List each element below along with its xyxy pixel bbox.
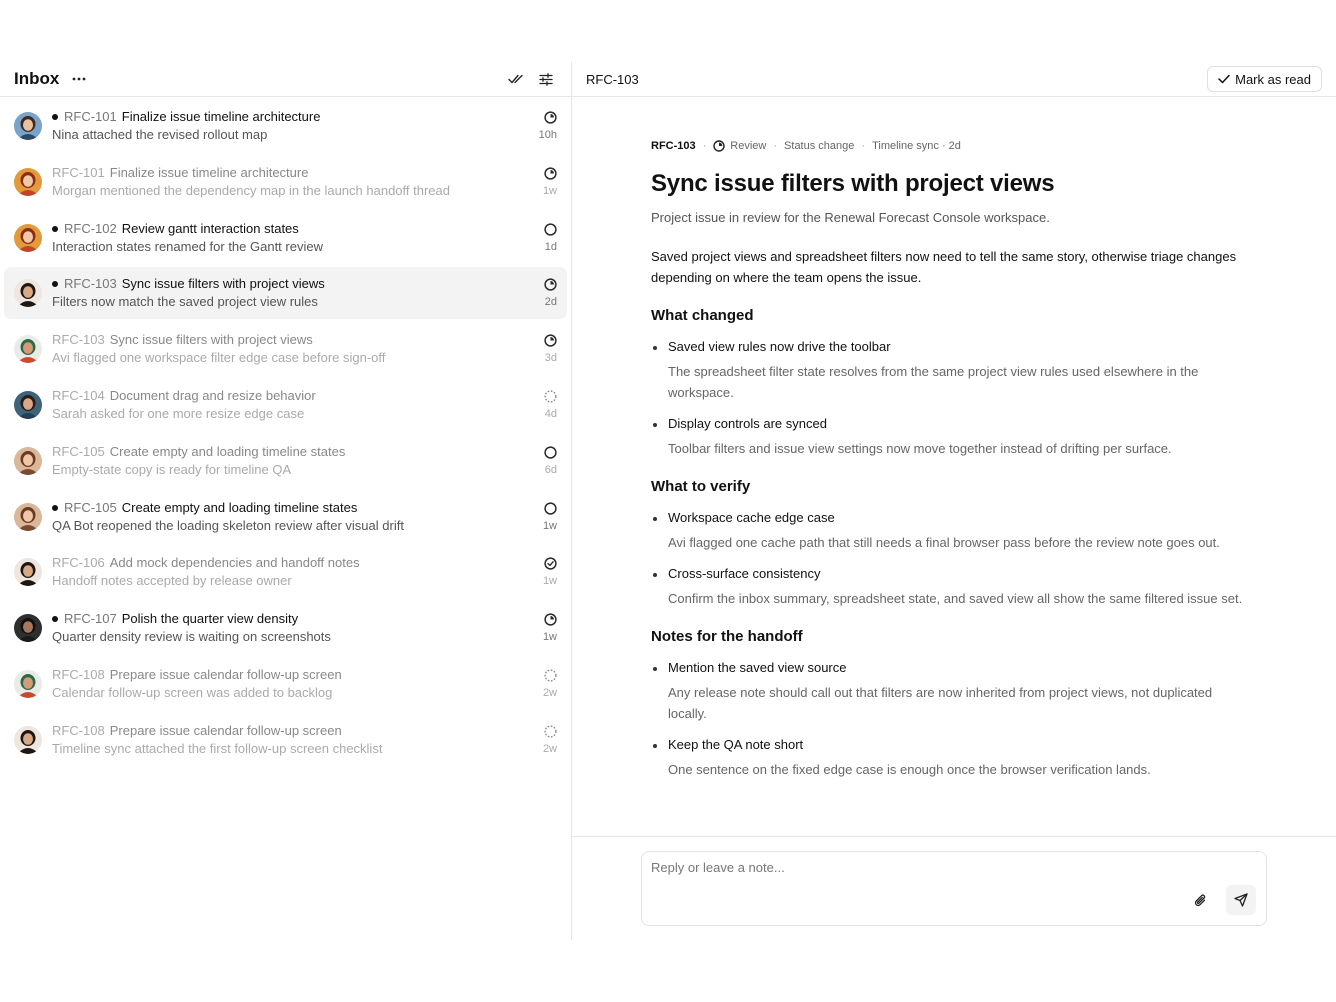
inbox-item-time: 4d (544, 407, 557, 420)
inbox-item-subtitle: Quarter density review is waiting on screenshots (52, 629, 331, 645)
todo-status-icon (544, 446, 557, 459)
inbox-item-issue-id: RFC-105 (64, 499, 117, 515)
backlog-status-icon (544, 725, 557, 738)
done-status-icon (544, 557, 557, 570)
unread-dot (52, 226, 58, 232)
inbox-item[interactable] (4, 658, 567, 710)
meta-status[interactable] (713, 140, 766, 152)
issue-content (651, 138, 1251, 780)
inbox-item[interactable] (4, 379, 567, 431)
inbox-item[interactable] (4, 100, 567, 152)
bullet-dot (653, 423, 657, 427)
avatar (14, 168, 42, 196)
avatar (14, 279, 42, 307)
bullet-title: Mention the saved view source (668, 660, 847, 675)
issue-section (651, 306, 1251, 459)
todo-status-icon (544, 223, 557, 236)
inbox-item-subtitle: Empty-state copy is ready for timeline QA (52, 461, 292, 477)
inbox-item-title: Prepare issue calendar follow-up screen (109, 666, 342, 682)
inbox-item-title: Create empty and loading timeline states (121, 499, 358, 515)
bullet-body: Avi flagged one cache path that still needs a final browser pass before the review note goes out. (668, 535, 1220, 550)
inbox-item-title: Sync issue filters with project views (121, 276, 325, 292)
inbox-item-subtitle: Filters now match the saved project view rules (52, 294, 318, 310)
issue-section (651, 627, 1251, 780)
backlog-status-icon (544, 669, 557, 682)
inbox-item-subtitle: Sarah asked for one more resize edge case (52, 405, 305, 421)
in-progress-status-icon (544, 334, 557, 347)
inbox-item-title: Document drag and resize behavior (109, 387, 316, 403)
inbox-item[interactable] (4, 602, 567, 654)
inbox-item-issue-id: RFC-104 (52, 387, 105, 403)
in-progress-status-icon (544, 613, 557, 626)
paperclip-icon[interactable] (1190, 890, 1212, 912)
backlog-status-icon (544, 390, 557, 403)
detail-issue-id: RFC-103 (586, 71, 639, 87)
bullet-item (651, 510, 1251, 553)
inbox-list (0, 97, 571, 770)
avatar (14, 391, 42, 419)
reply-input[interactable] (651, 860, 1151, 875)
issue-summary: Project issue in review for the Renewal Forecast Console workspace. (651, 210, 1050, 225)
reply-box (641, 851, 1267, 926)
inbox-item-issue-id: RFC-103 (64, 276, 117, 292)
bullet-item (651, 660, 1251, 724)
avatar (14, 335, 42, 363)
bullet-dot (653, 667, 657, 671)
inbox-item-issue-id: RFC-108 (52, 722, 105, 738)
avatar (14, 224, 42, 252)
inbox-panel (0, 62, 572, 940)
inbox-item-time: 2w (542, 686, 557, 699)
bullet-item (651, 566, 1251, 609)
avatar (14, 112, 42, 140)
mark-as-read-label: Mark as read (1235, 71, 1311, 87)
bullet-body: The spreadsheet filter state resolves from the same project view rules used elsewhere in the workspace. (668, 364, 1199, 400)
bullet-item (651, 339, 1251, 403)
inbox-item-issue-id: RFC-108 (52, 666, 105, 682)
inbox-item-issue-id: RFC-107 (64, 611, 117, 627)
avatar (14, 670, 42, 698)
inbox-item[interactable] (4, 212, 567, 264)
in-progress-status-icon (544, 167, 557, 180)
inbox-item-time: 1w (542, 631, 557, 644)
todo-status-icon (544, 502, 557, 515)
inbox-item-title: Finalize issue timeline architecture (109, 164, 309, 180)
in-progress-status-icon (544, 111, 557, 124)
inbox-item-time: 6d (544, 463, 557, 476)
bullet-dot (653, 744, 657, 748)
inbox-item-time: 1w (542, 184, 557, 197)
inbox-item-subtitle: Avi flagged one workspace filter edge case before sign-off (52, 350, 386, 366)
inbox-item-issue-id: RFC-103 (52, 332, 105, 348)
inbox-item-subtitle: Handoff notes accepted by release owner (52, 573, 292, 589)
bullet-dot (653, 517, 657, 521)
inbox-item-title: Polish the quarter view density (121, 611, 299, 627)
issue-section (651, 477, 1251, 609)
mark-all-read-icon[interactable] (504, 68, 526, 90)
inbox-item-title: Add mock dependencies and handoff notes (109, 555, 360, 571)
inbox-item-issue-id: RFC-101 (52, 164, 105, 180)
inbox-item-time: 1w (542, 575, 557, 588)
bullet-title: Cross-surface consistency (668, 566, 821, 581)
inbox-item-subtitle: Interaction states renamed for the Gantt review (52, 238, 323, 254)
meta-source: Timeline sync · 2d (872, 140, 961, 152)
inbox-item-title: Finalize issue timeline architecture (121, 109, 321, 124)
bullet-item (651, 416, 1251, 459)
inbox-item-time: 3d (544, 352, 557, 365)
avatar (14, 726, 42, 754)
unread-dot (52, 616, 58, 622)
inbox-header (0, 62, 571, 97)
send-icon (1234, 893, 1248, 907)
inbox-title: Inbox (14, 69, 60, 88)
inbox-item-title: Prepare issue calendar follow-up screen (109, 722, 342, 738)
inbox-item-title: Review gantt interaction states (121, 220, 299, 236)
inbox-item[interactable] (4, 156, 567, 208)
mark-as-read-button[interactable] (1207, 66, 1322, 92)
inbox-item-time: 10h (538, 129, 557, 141)
inbox-item-issue-id: RFC-101 (64, 109, 117, 124)
bullet-body: Any release note should call out that filters are now inherited from project views, not duplicated locally. (668, 685, 1213, 721)
inbox-item[interactable] (4, 435, 567, 487)
bullet-title: Keep the QA note short (668, 737, 804, 752)
section-heading: What to verify (651, 478, 751, 495)
inbox-item-subtitle: QA Bot reopened the loading skeleton review after visual drift (52, 517, 404, 533)
section-heading: Notes for the handoff (651, 628, 803, 645)
send-button[interactable] (1226, 885, 1256, 915)
avatar (14, 503, 42, 531)
detail-header (572, 62, 1336, 97)
bullet-dot (653, 573, 657, 577)
bullet-title: Display controls are synced (668, 416, 827, 431)
issue-meta: RFC-103 · Review · Status change · Timeline sync · 2d (651, 140, 961, 152)
issue-title: Sync issue filters with project views (651, 170, 1055, 197)
inbox-item-issue-id: RFC-102 (64, 220, 117, 236)
detail-panel (572, 62, 1336, 940)
avatar (14, 558, 42, 586)
inbox-item-issue-id: RFC-106 (52, 555, 105, 571)
inbox-item[interactable] (4, 267, 567, 319)
unread-dot (52, 114, 58, 120)
inbox-item-time: 1w (542, 519, 557, 532)
bullet-body: One sentence on the fixed edge case is enough once the browser verification lands. (668, 762, 1151, 777)
check-icon (1218, 74, 1230, 84)
bullet-title: Workspace cache edge case (668, 510, 835, 525)
inbox-item-title: Create empty and loading timeline states (109, 443, 346, 459)
inbox-item-subtitle: Timeline sync attached the first follow-up screen checklist (52, 740, 383, 756)
in-progress-status-icon (544, 278, 557, 291)
inbox-item-subtitle: Calendar follow-up screen was added to backlog (52, 684, 333, 700)
reply-area (572, 836, 1336, 940)
inbox-app (0, 62, 1336, 940)
inbox-item[interactable] (4, 323, 567, 375)
inbox-item[interactable] (4, 491, 567, 543)
avatar (14, 614, 42, 642)
inbox-item-time: 2w (542, 742, 557, 755)
more-icon[interactable] (69, 69, 89, 89)
meta-issue-id[interactable]: RFC-103 (651, 140, 696, 152)
bullet-item (651, 737, 1251, 780)
unread-dot (52, 281, 58, 287)
section-heading: What changed (651, 307, 754, 324)
issue-intro: Saved project views and spreadsheet filters now need to tell the same story, otherwise triage changes depending on where the team opens the issue. (651, 249, 1237, 285)
inbox-item-time: 1d (544, 240, 557, 253)
inbox-item-subtitle: Morgan mentioned the dependency map in the launch handoff thread (52, 182, 450, 198)
in-progress-status-icon (713, 140, 725, 152)
meta-status-label: Review (730, 140, 767, 152)
bullet-title: Saved view rules now drive the toolbar (668, 339, 891, 354)
avatar (14, 447, 42, 475)
bullet-body: Toolbar filters and issue view settings now move together instead of drifting per surface. (668, 441, 1172, 456)
inbox-item-subtitle: Nina attached the revised rollout map (52, 127, 268, 142)
bullet-body: Confirm the inbox summary, spreadsheet state, and saved view all show the same filtered issue set. (668, 591, 1243, 606)
inbox-item-title: Sync issue filters with project views (109, 332, 313, 348)
issue-sections (651, 306, 1251, 780)
inbox-item-time: 2d (544, 296, 557, 309)
inbox-item[interactable] (4, 546, 567, 598)
inbox-item-issue-id: RFC-105 (52, 443, 105, 459)
unread-dot (52, 505, 58, 511)
filter-sliders-icon[interactable] (535, 68, 557, 90)
inbox-item[interactable] (4, 714, 567, 766)
meta-status-change: Status change (784, 140, 855, 152)
bullet-dot (653, 346, 657, 350)
